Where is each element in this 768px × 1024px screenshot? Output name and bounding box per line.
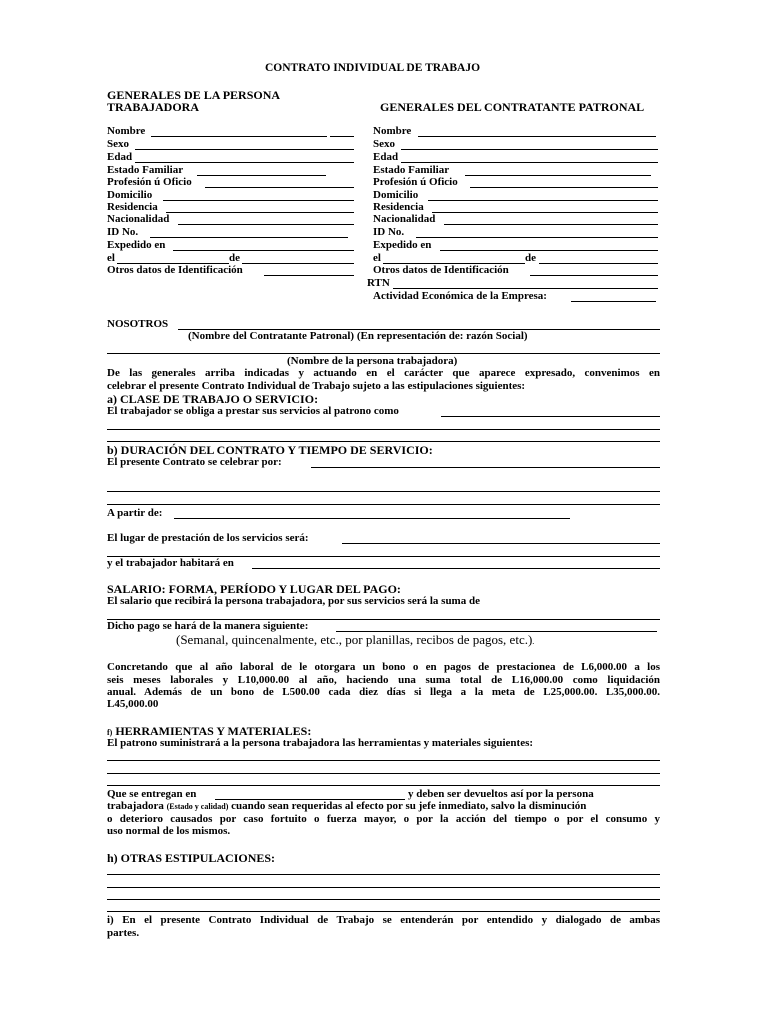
habitara-field[interactable] [252, 568, 660, 569]
section-a-field-1[interactable] [441, 416, 660, 417]
employer-residencia-field[interactable] [432, 212, 658, 213]
worker-id-field[interactable] [150, 237, 348, 238]
section-f-prefix: f) [107, 728, 113, 737]
section-h-field-4[interactable] [107, 911, 660, 912]
intro-line1: De las generales arriba indicadas y actuando en el carácter que aparece expresado, convenimos en [107, 367, 660, 379]
section-i-line1: i) En el presente Contrato Individual de Trabajo se entenderán por entendido y dialogado de ambas [107, 914, 660, 926]
section-f-line4: uso normal de los mismos. [107, 825, 231, 837]
salario-heading: SALARIO: FORMA, PERÍODO Y LUGAR DEL PAGO: [107, 582, 401, 596]
employer-nombre-label: Nombre [373, 125, 412, 137]
section-a-heading: a) CLASE DE TRABAJO O SERVICIO: [107, 392, 319, 406]
employer-edad-field[interactable] [401, 162, 658, 163]
employer-otros-label: Otros datos de Identificación [373, 264, 509, 276]
worker-edad-label: Edad [107, 151, 133, 163]
employer-de-label: de [525, 252, 536, 264]
employer-id-label: ID No. [373, 226, 405, 238]
section-a-field-3[interactable] [107, 441, 660, 442]
worker-nombre-label: Nombre [107, 125, 146, 137]
section-a-line: El trabajador se obliga a prestar sus servicios al patrono como [107, 405, 399, 417]
employer-el-label: el [373, 252, 381, 264]
pago-note [176, 633, 534, 648]
apartir-label: A partir de: [107, 507, 163, 519]
worker-domicilio-label: Domicilio [107, 189, 153, 201]
worker-domicilio-field[interactable] [163, 200, 354, 201]
salario-line: El salario que recibirá la persona trabajadora, por sus servicios será la suma de [107, 595, 480, 607]
worker-el-label: el [107, 252, 115, 264]
section-b-field-3[interactable] [107, 504, 660, 505]
trabajadora-rest: cuando sean requeridas al efecto por su jefe inmediato, salvo la disminución [231, 800, 587, 812]
worker-nombre-field-extra[interactable] [330, 136, 354, 137]
pago-label: Dicho pago se hará de la manera siguiente: [107, 620, 309, 632]
employer-expedido-label: Expedido en [373, 239, 432, 251]
worker-nombre-field[interactable] [151, 136, 327, 137]
section-f-line: El patrono suministrará a la persona trabajadora las herramientas y materiales siguientes: [107, 737, 534, 749]
pago-note-end: . [532, 637, 535, 646]
section-b-field-2[interactable] [107, 491, 660, 492]
employer-rtn-field[interactable] [393, 288, 658, 289]
employer-estado-label: Estado Familiar [373, 164, 450, 176]
employer-sexo-label: Sexo [373, 138, 395, 150]
employer-domicilio-field[interactable] [428, 200, 658, 201]
employer-residencia-label: Residencia [373, 201, 424, 213]
worker-sexo-field[interactable] [135, 149, 354, 150]
entregan-label: Que se entregan en [107, 788, 197, 800]
worker-profesion-field[interactable] [205, 187, 354, 188]
worker-residencia-label: Residencia [107, 201, 158, 213]
employer-expedido-field[interactable] [440, 250, 658, 251]
worker-otros-label: Otros datos de Identificación [107, 264, 243, 276]
estado-calidad-note: (Estado y calidad) [166, 802, 229, 811]
intro-line2: celebrar el presente Contrato Individual de Trabajo sujeto a las estipulaciones siguientes: [107, 380, 526, 392]
section-b-line: El presente Contrato se celebrar por: [107, 456, 282, 468]
worker-otros-field[interactable] [264, 275, 354, 276]
bono-line3: anual. Además de un bono de L500.00 cada diez días si llega a la meta de L25,000.00. L35,000.00. [107, 686, 660, 698]
section-h-heading: h) OTRAS ESTIPULACIONES: [107, 851, 276, 865]
section-f-field-1[interactable] [107, 760, 660, 761]
worker-expedido-field[interactable] [173, 250, 354, 251]
employer-nacionalidad-field[interactable] [444, 224, 658, 225]
worker-sexo-label: Sexo [107, 138, 129, 150]
employer-de-field[interactable] [539, 263, 658, 264]
worker-nacionalidad-label: Nacionalidad [107, 213, 170, 225]
employer-domicilio-label: Domicilio [373, 189, 419, 201]
document-title: CONTRATO INDIVIDUAL DE TRABAJO [265, 62, 481, 74]
employer-actividad-label: Actividad Económica de la Empresa: [373, 290, 547, 302]
pago-note-text: (Semanal, quincenalmente, etc., por planillas, recibos de pagos, etc.) [176, 632, 533, 647]
section-f-field-3[interactable] [107, 785, 660, 786]
employer-rtn-label: RTN [367, 277, 390, 289]
section-b-field-1[interactable] [311, 467, 660, 468]
section-f-field-2[interactable] [107, 773, 660, 774]
employer-estado-field[interactable] [465, 175, 651, 176]
employer-edad-label: Edad [373, 151, 399, 163]
nosotros-label: NOSOTROS [107, 318, 169, 330]
worker-edad-field[interactable] [135, 162, 354, 163]
worker-expedido-label: Expedido en [107, 239, 166, 251]
left-header-line1: GENERALES DE LA PERSONA [107, 88, 281, 102]
trabajadora-name-field[interactable] [107, 353, 660, 354]
nosotros-note: (Nombre del Contratante Patronal) (En representación de: razón Social) [188, 330, 528, 342]
trabajadora-word: trabajadora [107, 800, 164, 812]
employer-profesion-label: Profesión ú Oficio [373, 176, 458, 188]
section-b-heading: b) DURACIÓN DEL CONTRATO Y TIEMPO DE SERVICIO: [107, 443, 433, 457]
lugar-label: El lugar de prestación de los servicios será: [107, 532, 309, 544]
lugar-field[interactable] [342, 543, 660, 544]
section-i-line2: partes. [107, 927, 140, 939]
entregan-label-b: y deben ser devueltos así por la persona [408, 788, 594, 800]
worker-id-label: ID No. [107, 226, 139, 238]
bono-line2: seis meses laborales y L10,000.00 al año, haciendo una suma total de L16,000.00 como liquidación [107, 674, 660, 686]
employer-id-field[interactable] [416, 237, 658, 238]
worker-de-label: de [229, 252, 240, 264]
worker-estado-field[interactable] [197, 175, 326, 176]
worker-profesion-label: Profesión ú Oficio [107, 176, 192, 188]
apartir-field[interactable] [174, 518, 570, 519]
bono-line4: L45,000.00 [107, 698, 159, 710]
trabajadora-line [107, 800, 586, 813]
section-h-field-3[interactable] [107, 899, 660, 900]
employer-sexo-field[interactable] [401, 149, 658, 150]
section-f-line3: o deterioro causados por caso fortuito o fuerza mayor, o por la acción del tiempo o por el consumo y [107, 813, 660, 825]
section-h-field-2[interactable] [107, 887, 660, 888]
worker-estado-label: Estado Familiar [107, 164, 184, 176]
bono-line1: Concretando que al año laboral de le otorgara un bono o en pagos de prestacionea de L6,000.00 a los [107, 661, 660, 673]
employer-nombre-field[interactable] [418, 136, 656, 137]
employer-profesion-field[interactable] [470, 187, 658, 188]
section-f-title: HERRAMIENTAS Y MATERIALES: [115, 724, 312, 738]
habitara-label: y el trabajador habitará en [107, 557, 234, 569]
trabajadora-note: (Nombre de la persona trabajadora) [287, 355, 458, 367]
worker-nacionalidad-field[interactable] [178, 224, 354, 225]
left-header-line2: TRABAJADORA [107, 100, 200, 114]
employer-nacionalidad-label: Nacionalidad [373, 213, 436, 225]
section-a-field-2[interactable] [107, 429, 660, 430]
worker-residencia-field[interactable] [166, 212, 354, 213]
worker-de-field[interactable] [242, 263, 354, 264]
section-h-field-1[interactable] [107, 874, 660, 875]
employer-actividad-field[interactable] [571, 301, 656, 302]
employer-otros-field[interactable] [530, 275, 658, 276]
right-header: GENERALES DEL CONTRATANTE PATRONAL [380, 100, 645, 114]
